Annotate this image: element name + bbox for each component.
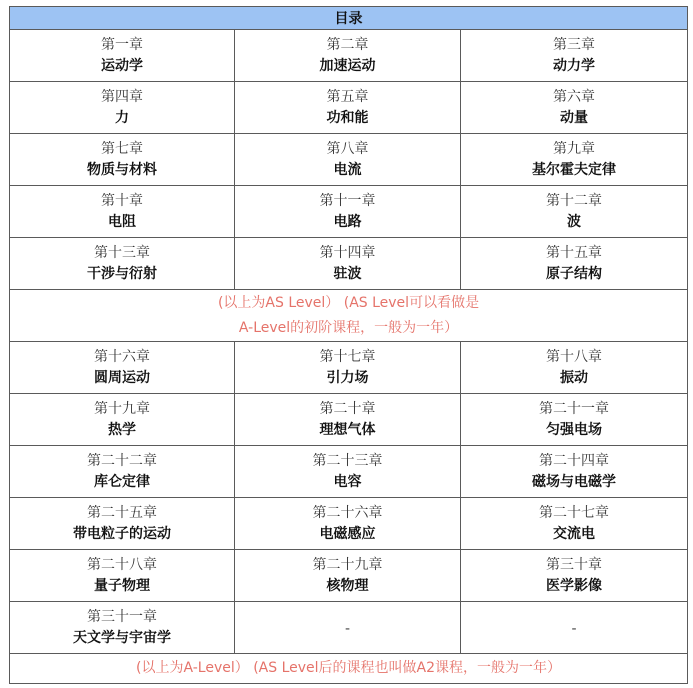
chapter-name: 基尔霍夫定律	[532, 161, 617, 178]
chapter-number: 第九章	[553, 140, 596, 157]
chapter-name: 功和能	[326, 109, 369, 126]
chapter-number: 第十二章	[546, 192, 603, 209]
chapter-number: 第二十三章	[312, 452, 383, 469]
chapter-name: 波	[567, 213, 582, 230]
chapter-name: 电阻	[108, 213, 136, 230]
chapter-name: 医学影像	[546, 577, 603, 594]
chapter-number: 第十一章	[319, 192, 376, 209]
chapter-cell	[10, 342, 235, 394]
chapter-cell	[461, 82, 688, 134]
chapter-cell	[235, 186, 461, 238]
chapter-cell	[461, 550, 688, 602]
chapter-number: 第十三章	[94, 244, 150, 261]
chapter-number: 第三十一章	[87, 608, 157, 625]
chapter-number: 第三章	[553, 36, 596, 53]
chapter-number: 第二十二章	[87, 452, 157, 469]
chapter-name: 振动	[560, 369, 589, 386]
as-level-note-line2: A-Level的初阶课程，一般为一年）	[238, 319, 459, 336]
chapter-cell	[461, 238, 688, 290]
table-row	[10, 446, 688, 498]
as-level-note-row	[10, 290, 688, 342]
empty-dash: -	[571, 621, 577, 637]
chapter-cell	[235, 134, 461, 186]
chapter-name: 力	[115, 109, 129, 126]
chapter-name: 电流	[333, 161, 362, 178]
chapter-name: 天文学与宇宙学	[73, 629, 171, 646]
chapter-cell	[235, 30, 461, 82]
table-row	[10, 30, 688, 82]
chapter-number: 第三十章	[546, 556, 603, 573]
chapter-number: 第二十七章	[539, 504, 610, 521]
chapter-number: 第五章	[326, 88, 369, 105]
chapter-number: 第八章	[326, 140, 369, 157]
chapter-cell	[10, 446, 235, 498]
chapter-cell	[235, 550, 461, 602]
chapter-cell	[461, 186, 688, 238]
chapter-number: 第二十八章	[87, 556, 157, 573]
table-row	[10, 82, 688, 134]
chapter-number: 第二十六章	[312, 504, 383, 521]
chapter-name: 电磁感应	[319, 525, 376, 542]
a-level-note: (以上为A-Level） (AS Level后的课程也叫做A2课程，一般为一年）	[10, 654, 688, 684]
chapter-cell	[10, 498, 235, 550]
chapter-name: 电容	[333, 473, 362, 490]
chapter-name: 物质与材料	[87, 161, 157, 178]
table-row	[10, 342, 688, 394]
chapter-cell	[10, 186, 235, 238]
chapter-name: 理想气体	[319, 421, 376, 438]
empty-dash: -	[344, 621, 351, 637]
chapter-name: 核物理	[326, 577, 369, 594]
chapter-cell	[461, 498, 688, 550]
chapter-name: 干涉与衍射	[87, 265, 157, 282]
chapter-name: 电路	[333, 213, 362, 230]
chapter-name: 热学	[108, 421, 136, 438]
chapter-name: 库仑定律	[94, 473, 150, 490]
chapter-number: 第二章	[326, 36, 369, 53]
toc-table	[9, 6, 688, 684]
chapter-number: 第十九章	[94, 400, 150, 417]
chapter-number: 第十六章	[94, 348, 150, 365]
chapter-cell	[461, 30, 688, 82]
chapter-name: 匀强电场	[546, 421, 603, 438]
chapter-number: 第四章	[101, 88, 143, 105]
chapter-cell	[10, 30, 235, 82]
chapter-cell	[10, 238, 235, 290]
chapter-name: 加速运动	[319, 57, 376, 74]
toc-title: 目录	[10, 7, 688, 30]
chapter-name: 圆周运动	[94, 369, 150, 386]
chapter-number: 第十八章	[546, 348, 603, 365]
table-row	[10, 238, 688, 290]
chapter-name: 动力学	[553, 57, 596, 74]
as-level-note	[10, 290, 688, 342]
chapter-number: 第六章	[553, 88, 596, 105]
toc-container	[9, 6, 687, 684]
table-row	[10, 602, 688, 654]
chapter-number: 第二十九章	[312, 556, 383, 573]
chapter-cell	[10, 82, 235, 134]
empty-cell	[235, 602, 461, 654]
chapter-name: 驻波	[333, 265, 362, 282]
chapter-cell	[10, 550, 235, 602]
chapter-number: 第二十四章	[539, 452, 610, 469]
chapter-cell	[10, 394, 235, 446]
chapter-number: 第七章	[101, 140, 143, 157]
chapter-cell	[461, 134, 688, 186]
chapter-cell	[461, 394, 688, 446]
chapter-cell	[235, 82, 461, 134]
chapter-name: 运动学	[101, 57, 143, 74]
chapter-number: 第十四章	[319, 244, 376, 261]
chapter-number: 第十章	[101, 192, 143, 209]
chapter-number: 第二十一章	[539, 400, 610, 417]
chapter-cell	[235, 238, 461, 290]
chapter-cell	[235, 342, 461, 394]
chapter-cell	[461, 342, 688, 394]
chapter-name: 交流电	[553, 525, 596, 542]
chapter-cell	[235, 498, 461, 550]
empty-cell	[461, 602, 688, 654]
header-row	[10, 7, 688, 30]
chapter-name: 原子结构	[546, 265, 603, 282]
chapter-name: 带电粒子的运动	[73, 525, 171, 542]
chapter-cell	[235, 394, 461, 446]
chapter-name: 动量	[560, 109, 589, 126]
chapter-number: 第二十五章	[87, 504, 157, 521]
table-row	[10, 550, 688, 602]
as-level-note-line1: (以上为AS Level） (AS Level可以看做是	[217, 294, 480, 311]
chapter-name: 磁场与电磁学	[532, 473, 617, 490]
chapter-number: 第十五章	[546, 244, 603, 261]
table-row	[10, 394, 688, 446]
a-level-note-row	[10, 654, 688, 684]
chapter-number: 第二十章	[319, 400, 376, 417]
table-row	[10, 134, 688, 186]
chapter-cell	[461, 446, 688, 498]
chapter-cell	[10, 602, 235, 654]
chapter-cell	[235, 446, 461, 498]
table-row	[10, 498, 688, 550]
chapter-cell	[10, 134, 235, 186]
chapter-number: 第一章	[101, 36, 143, 53]
chapter-number: 第十七章	[319, 348, 376, 365]
table-row	[10, 186, 688, 238]
chapter-name: 引力场	[326, 369, 369, 386]
chapter-name: 量子物理	[94, 577, 150, 594]
